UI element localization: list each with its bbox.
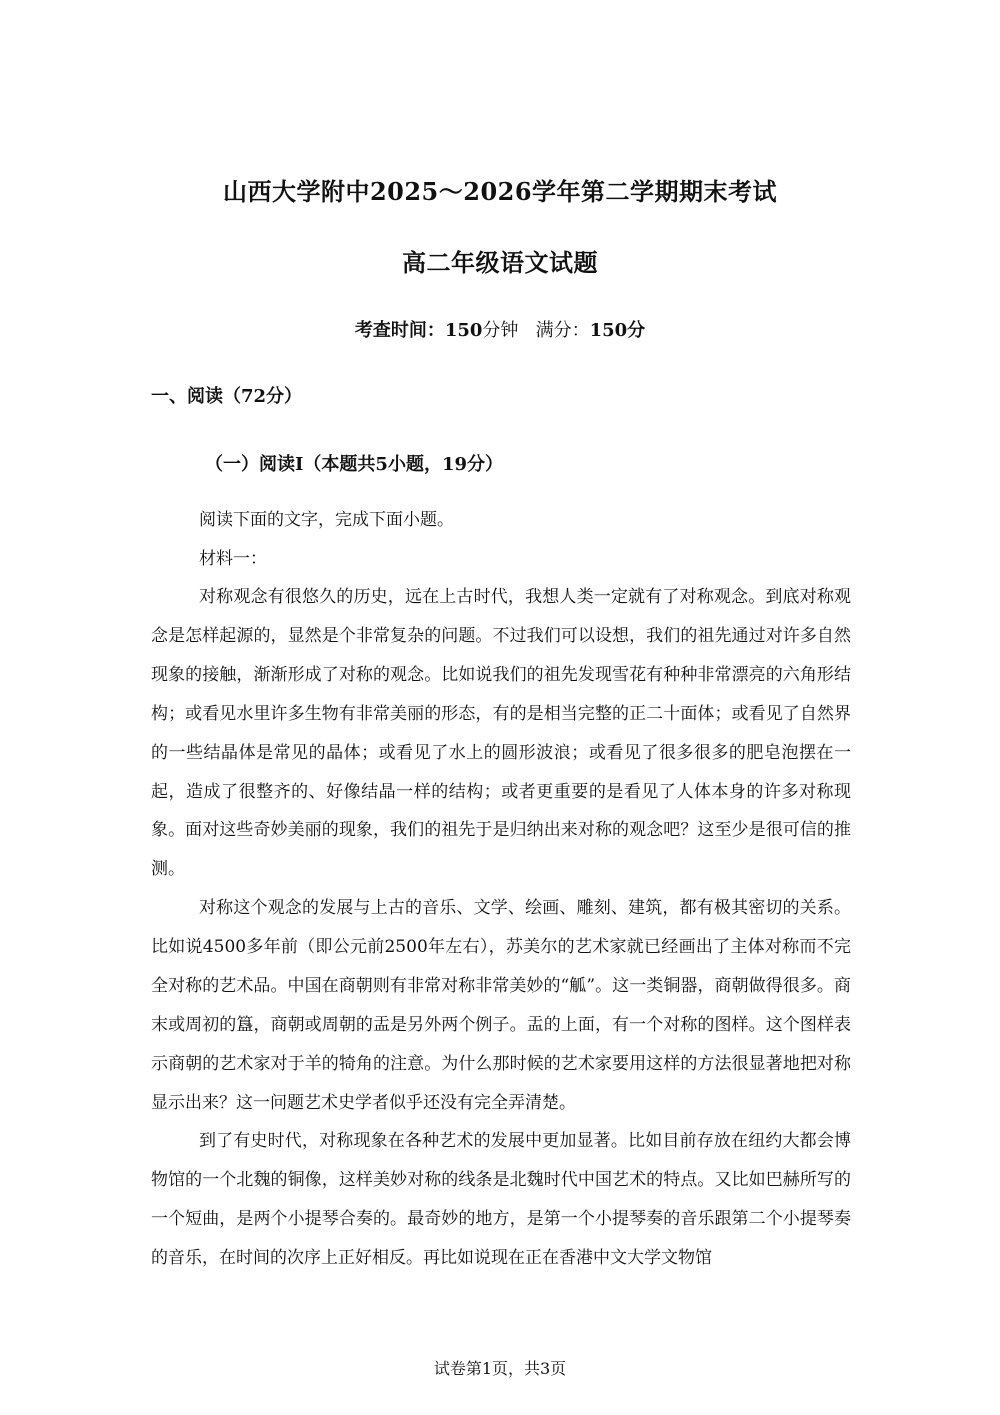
paragraph-text: 对称这个观念的发展与上古的音乐、文学、绘画、雕刻、建筑，都有极其密切的关系。比如说4500多年前（即公元前2500年左右），苏美尔的艺术家就已经画出了主体对称而不完全对称的艺术品。中国在商朝则有非常对称非常美妙的“觚”。这一类铜器，商朝做得很多。商末或周初的簋，商朝或周朝的盂是另外两个例子。盂的上面，有一个对称的图样。这个图样表示商朝的艺术家对于羊的犄角的注意。为什么那时候的艺术家要用这样的方法很显著地把对称显示出来？这一问题艺术史学者似乎还没有完全弄清楚。	[151, 898, 851, 1113]
score-unit: 分	[627, 320, 646, 341]
paragraph-1	[151, 578, 851, 889]
score-label: 满分：	[535, 320, 590, 341]
section-heading: 一、阅读（72分）	[151, 386, 303, 407]
page-footer: 试卷第1页，共3页	[433, 1359, 567, 1378]
material-label: 材料一：	[199, 549, 267, 569]
time-unit: 分钟	[482, 320, 519, 341]
paragraph-text: 对称观念有很悠久的历史，远在上古时代，我想人类一定就有了对称观念。到底对称观念是怎样起源的，显然是个非常复杂的问题。不过我们可以设想，我们的祖先通过对许多自然现象的接触，渐渐形成了对称的观念。比如说我们的祖先发现雪花有种种非常漂亮的六角形结构；或看见水里许多生物有非常美丽的形态，有的是相当完整的正二十面体；或看见了自然界的一些结晶体是常见的晶体；或看见了水上的圆形波浪；或看见了很多很多的肥皂泡摆在一起，造成了很整齐的、好像结晶一样的结构；或者更重要的是看见了人体本身的许多对称现象。面对这些奇妙美丽的现象，我们的祖先于是归纳出来对称的观念吧？这至少是很可信的推测。	[151, 587, 851, 880]
paragraph-text: 到了有史时代，对称现象在各种艺术的发展中更加显著。比如目前存放在纽约大都会博物馆的一个北魏的铜像，这样美妙对称的线条是北魏时代中国艺术的特点。又比如巴赫所写的一个短曲，是两个小提琴合奏的。最奇妙的地方，是第一个小提琴奏的音乐跟第二个小提琴奏的音乐，在时间的次序上正好相反。再比如说现在正在香港中文大学文物馆	[151, 1131, 851, 1268]
exam-info	[0, 316, 1000, 342]
time-value: 150	[444, 320, 483, 341]
score-value: 150	[589, 320, 628, 341]
paragraph-2	[151, 889, 851, 1122]
time-label: 考查时间：	[354, 320, 445, 341]
exam-title: 山西大学附中2025～2026学年第二学期期末考试	[222, 177, 778, 206]
paragraph-3	[151, 1122, 851, 1278]
exam-subtitle: 高二年级语文试题	[402, 248, 598, 277]
subsection-heading: （一）阅读Ⅰ（本题共5小题，19分）	[205, 454, 503, 475]
reading-instruction: 阅读下面的文字，完成下面小题。	[199, 510, 454, 530]
